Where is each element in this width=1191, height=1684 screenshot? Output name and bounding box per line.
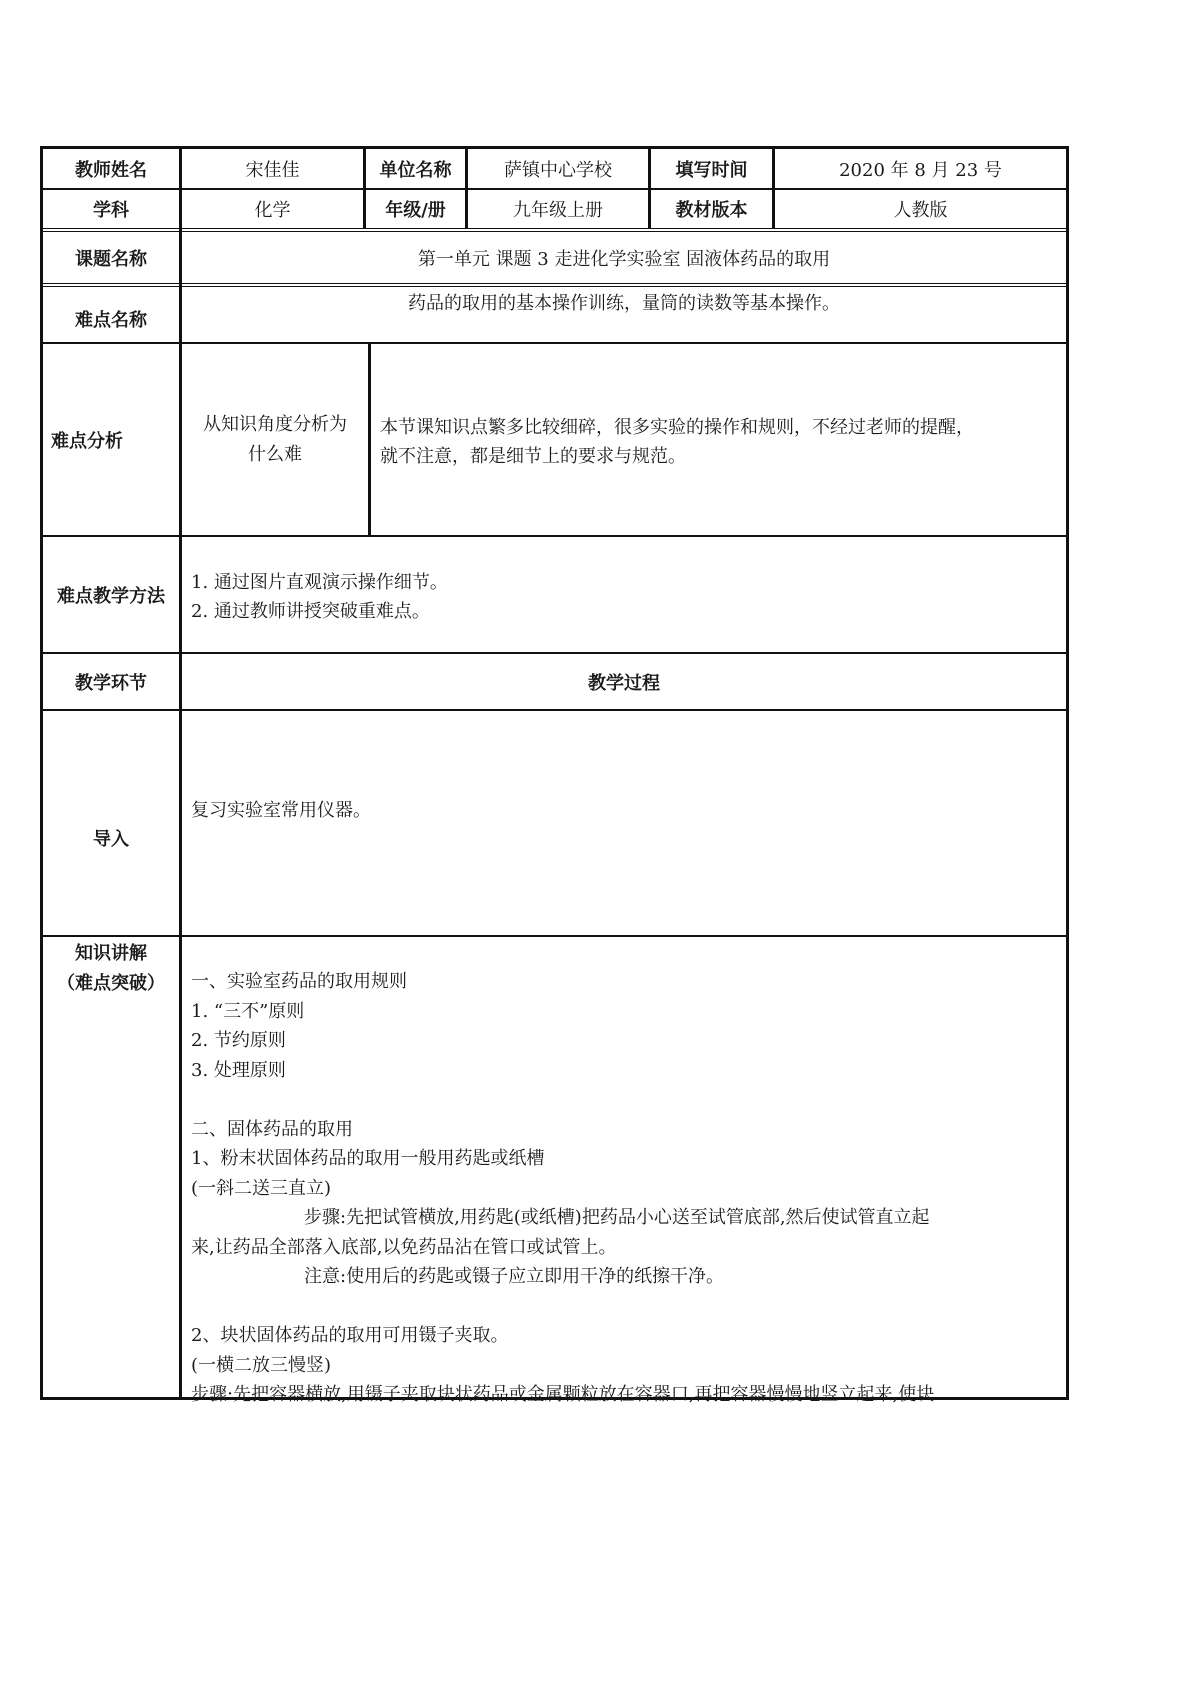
knowledge-line: 二、固体药品的取用 (191, 1118, 353, 1140)
topic-value: 第一单元 课题 3 走进化学实验室 固液体药品的取用 (417, 248, 831, 270)
knowledge-label-line: 知识讲解 (75, 943, 147, 964)
knowledge-label-line: （难点突破） (57, 973, 165, 994)
teacher-value: 宋佳佳 (245, 159, 300, 181)
teacher-label: 教师姓名 (75, 159, 147, 181)
knowledge-line: 2. 节约原则 (191, 1030, 286, 1051)
edition-label: 教材版本 (675, 200, 748, 221)
knowledge-content (191, 967, 934, 1410)
process-step-header: 教学环节 (75, 672, 147, 694)
analysis-sub-label-line: 从知识角度分析为 (203, 413, 347, 435)
knowledge-line: (一横二放三慢竖) (191, 1354, 332, 1376)
difficulty-value: 药品的取用的基本操作训练，量筒的读数等基本操作。 (408, 293, 840, 314)
knowledge-line: 注意:使用后的药匙或镊子应立即用干净的纸擦干净。 (304, 1266, 725, 1287)
grade-value: 九年级上册 (513, 200, 603, 221)
unit-value: 萨镇中心学校 (504, 159, 612, 181)
knowledge-line: 步骤:先把容器横放,用镊子夹取块状药品或金属颗粒放在容器口,再把容器慢慢地竖立起来,使块 (191, 1384, 935, 1405)
col-divider (179, 149, 182, 1397)
knowledge-label (43, 939, 179, 999)
method-item: 1. 通过图片直观演示操作细节。 (191, 572, 448, 593)
row-divider (43, 535, 1066, 537)
row-divider (43, 709, 1066, 711)
process-content-header: 教学过程 (588, 672, 660, 694)
analysis-text (380, 413, 974, 471)
knowledge-line: 2、块状固体药品的取用可用镊子夹取。 (191, 1325, 509, 1346)
grade-label: 年级/册 (385, 200, 446, 221)
difficulty-label: 难点名称 (75, 309, 147, 331)
knowledge-line: 步骤:先把试管横放,用药匙(或纸槽)把药品小心送至试管底部,然后使试管直立起 (304, 1207, 930, 1228)
topic-label: 课题名称 (75, 248, 147, 270)
methods-list (191, 568, 448, 626)
col-divider (368, 343, 371, 536)
method-item: 2. 通过教师讲授突破重难点。 (191, 601, 430, 622)
knowledge-line: 来,让药品全部落入底部,以免药品沾在管口或试管上。 (191, 1236, 617, 1258)
analysis-sub-label (182, 344, 368, 535)
analysis-label: 难点分析 (51, 430, 123, 452)
lesson-plan-table (40, 146, 1069, 1405)
knowledge-line: 一、实验室药品的取用规则 (191, 971, 407, 992)
knowledge-line: 1、粉末状固体药品的取用一般用药匙或纸槽 (191, 1148, 545, 1169)
knowledge-line: 3. 处理原则 (191, 1059, 286, 1081)
subject-label: 学科 (93, 200, 129, 221)
subject-value: 化学 (254, 200, 291, 221)
intro-text: 复习实验室常用仪器。 (191, 800, 371, 821)
methods-label: 难点教学方法 (57, 585, 165, 607)
analysis-line: 就不注意，都是细节上的要求与规范。 (380, 446, 686, 467)
date-value: 2020 年 8 月 23 号 (839, 159, 1002, 181)
knowledge-line: (一斜二送三直立) (191, 1177, 332, 1199)
row-divider (43, 935, 1066, 937)
edition-value: 人教版 (893, 200, 948, 221)
analysis-line: 本节课知识点繁多比较细碎，很多实验的操作和规则，不经过老师的提醒， (380, 417, 974, 438)
analysis-sub-label-line: 什么难 (248, 443, 302, 465)
knowledge-line: 1. “三不”原则 (191, 1000, 305, 1022)
unit-label: 单位名称 (379, 159, 452, 181)
intro-label: 导入 (93, 829, 129, 850)
date-label: 填写时间 (675, 159, 748, 181)
